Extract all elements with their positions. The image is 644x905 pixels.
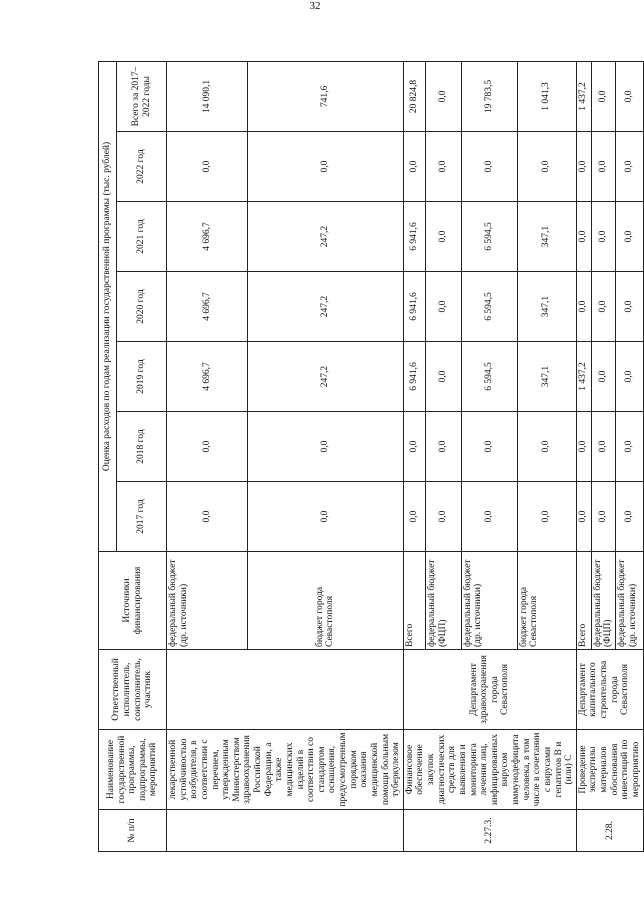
header-source: Источники финансирования — [99, 552, 167, 650]
cell-value: 0,0 — [517, 132, 576, 202]
header-year-2022: 2022 год — [117, 132, 167, 202]
cell-value: 0,0 — [425, 202, 461, 272]
cell-num: 2.27.3. — [403, 810, 576, 852]
cell-value: 0,0 — [425, 342, 461, 412]
cell-value: 0,0 — [616, 342, 644, 412]
cell-value: 0,0 — [616, 482, 644, 552]
cell-value: 0,0 — [403, 482, 425, 552]
cell-value: 6 594,5 — [461, 202, 517, 272]
header-year-2020: 2020 год — [117, 272, 167, 342]
cell-total: 19 783,5 — [461, 61, 517, 131]
cell-name: Проведение экспертизы материалов обоснования инвестиций по мероприятию — [576, 730, 643, 810]
cell-value: 0,0 — [167, 132, 248, 202]
cell-source: федеральный бюджет (др. источники) — [616, 552, 644, 650]
header-num: № п/п — [99, 810, 167, 852]
header-responsible: Ответственный исполнитель, соисполнитель, участник — [99, 650, 167, 730]
cell-value: 0,0 — [247, 132, 403, 202]
cell-total: 14 090,1 — [167, 61, 248, 131]
cell-value: 0,0 — [616, 202, 644, 272]
cell-value: 4 696,7 — [167, 342, 248, 412]
page-number: 32 — [309, 0, 321, 12]
cell-responsible: Департамент здравоохранения города Севастополя — [403, 650, 576, 730]
cell-value: 6 594,5 — [461, 272, 517, 342]
cell-value: 0,0 — [461, 482, 517, 552]
cell-value: 347,1 — [517, 202, 576, 272]
table-row — [403, 61, 425, 851]
cell-source: федеральный бюджет (ФЦП) — [425, 552, 461, 650]
header-year-2018: 2018 год — [117, 412, 167, 482]
header-name: Наименование государственной программы, подпрограммы, мероприятий — [99, 730, 167, 810]
header-year-2019: 2019 год — [117, 342, 167, 412]
cell-value: 0,0 — [591, 202, 615, 272]
cell-total: 20 824,8 — [403, 61, 425, 131]
cell-total: 1 041,3 — [517, 61, 576, 131]
cell-value: 0,0 — [616, 272, 644, 342]
cell-value: 0,0 — [425, 272, 461, 342]
cell-value: 0,0 — [461, 132, 517, 202]
cell-value: 0,0 — [576, 202, 591, 272]
cell-total: 0,0 — [616, 61, 644, 131]
cell-value: 0,0 — [591, 482, 615, 552]
cell-value: 247,2 — [247, 342, 403, 412]
cell-value: 347,1 — [517, 342, 576, 412]
cell-value: 0,0 — [591, 132, 615, 202]
cell-value: 0,0 — [425, 482, 461, 552]
header-year-2021: 2021 год — [117, 202, 167, 272]
cell-total: 0,0 — [591, 61, 615, 131]
cell-source: федеральный бюджет (др. источники) — [461, 552, 517, 650]
cell-value: 0,0 — [591, 412, 615, 482]
cell-value: 0,0 — [403, 132, 425, 202]
cell-value: 1 437,2 — [576, 342, 591, 412]
cell-value: 0,0 — [576, 272, 591, 342]
cell-value: 0,0 — [403, 412, 425, 482]
table-row — [167, 61, 248, 851]
cell-value: 0,0 — [425, 132, 461, 202]
cell-value: 0,0 — [576, 412, 591, 482]
cell-value: 0,0 — [576, 132, 591, 202]
cell-num: 2.28. — [576, 810, 643, 852]
cell-value: 0,0 — [616, 132, 644, 202]
cell-value: 0,0 — [425, 412, 461, 482]
cell-total: 1 437,2 — [576, 61, 591, 131]
cell-value: 0,0 — [461, 412, 517, 482]
rotated-table-container — [98, 62, 641, 852]
cell-source: Всего — [403, 552, 425, 650]
cell-source: федеральный бюджет (др. источники) — [167, 552, 248, 650]
cell-source: Всего — [576, 552, 591, 650]
cell-value: 6 941,6 — [403, 202, 425, 272]
cell-num — [167, 810, 404, 852]
cell-total: 0,0 — [425, 61, 461, 131]
cell-value: 0,0 — [167, 482, 248, 552]
cell-responsible: Департамент капитального строительства города Севастополя — [576, 650, 643, 730]
header-estimate: Оценка расходов по годам реализации государственной программы (тыс. рублей) — [99, 61, 117, 551]
table-row — [576, 61, 591, 851]
cell-value: 4 696,7 — [167, 202, 248, 272]
cell-value: 6 941,6 — [403, 342, 425, 412]
header-year-2017: 2017 год — [117, 482, 167, 552]
cell-value: 247,2 — [247, 202, 403, 272]
cell-name: Финансовое обеспечение закупок диагностических средств для выявления и мониторинга лечения лиц, инфицированных вирусом иммунодефицита человека, в том числе в сочетании с вирусами гепатитов В и (или) С — [403, 730, 576, 810]
cell-value: 0,0 — [167, 412, 248, 482]
cell-total: 741,6 — [247, 61, 403, 131]
cell-value: 347,1 — [517, 272, 576, 342]
budget-table — [98, 61, 644, 852]
cell-value: 0,0 — [591, 342, 615, 412]
cell-name: лекарственной устойчивостью возбудителя, в соответствии с перечнем, утвержденным Министерством здравоохранения Российской Федерации, а также медицинских изделий в соответствии со стандартом оснащения, предусмотренным порядком оказания медицинской помощи больным туберкулезом — [167, 730, 404, 810]
cell-value: 0,0 — [247, 482, 403, 552]
cell-value: 0,0 — [591, 272, 615, 342]
cell-value: 4 696,7 — [167, 272, 248, 342]
cell-value: 6 941,6 — [403, 272, 425, 342]
cell-source: федеральный бюджет (ФЦП) — [591, 552, 615, 650]
cell-responsible — [167, 650, 404, 730]
header-total: Всего за 2017–2022 годы — [117, 61, 167, 131]
cell-value: 247,2 — [247, 272, 403, 342]
cell-source: бюджет города Севастополя — [517, 552, 576, 650]
cell-value: 6 594,5 — [461, 342, 517, 412]
cell-value: 0,0 — [247, 412, 403, 482]
cell-value: 0,0 — [517, 482, 576, 552]
cell-value: 0,0 — [576, 482, 591, 552]
cell-value: 0,0 — [616, 412, 644, 482]
cell-value: 0,0 — [517, 412, 576, 482]
cell-source: бюджет города Севастополя — [247, 552, 403, 650]
